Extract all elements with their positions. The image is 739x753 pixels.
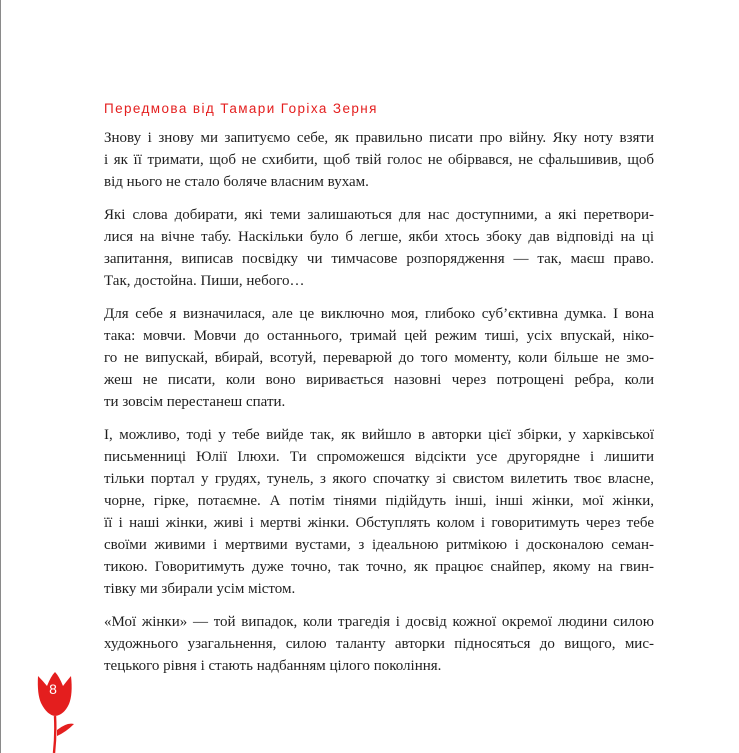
text-line: ти зовсім перестанеш спати.: [104, 394, 286, 410]
page-edge-line: [0, 0, 1, 753]
text-line: тівку ми збирали усім містом.: [104, 581, 296, 597]
paragraph-4: [104, 424, 654, 600]
page-number: 8: [49, 681, 57, 697]
text-line: І, можливо, тоді у тебе вийде так, як вийшло в авторки цієї збірки, у харківської: [104, 427, 654, 443]
paragraph-2: [104, 204, 654, 292]
text-line: го не випускай, вбирай, всотуй, переварюй до того моменту, коли більше не змо-: [104, 350, 654, 366]
text-line: чорне, гірке, потаємне. А потім тінями підійдуть інші, інші жінки, мої жінки,: [104, 493, 654, 509]
text-line: тільки портал у грудях, тунель, з якого спочатку зі свистом вилетить твоє власне,: [104, 471, 654, 487]
paragraph-1: [104, 127, 654, 193]
body-text: [104, 127, 654, 688]
text-line: письменниці Юлії Ілюхи. Ти спроможешся відсікти усе другорядне і лишити: [104, 449, 654, 465]
text-line: своїми живими і мертвими вустами, з ідеальною ритмікою і досконалою семан-: [104, 537, 654, 553]
text-line: жеш не писати, коли воно виривається назовні через потрощені ребра, коли: [104, 372, 654, 388]
text-line: тецького рівня і стають надбанням цілого покоління.: [104, 658, 442, 674]
section-heading: Передмова від Тамари Горіха Зерня: [104, 101, 378, 116]
text-line: її і наші жінки, живі і мертві жінки. Обступлять колом і говоритимуть через тебе: [104, 515, 654, 531]
text-line: художнього узагальнення, силою таланту авторки підносяться до вищого, мис-: [104, 636, 654, 652]
text-line: «Мої жінки» — той випадок, коли трагедія і досвід кожної окремої людини силою: [104, 614, 654, 630]
text-line: Так, достойна. Пиши, небого…: [104, 273, 305, 289]
text-line: Які слова добирати, які теми залишаються для нас доступними, а які перетвори-: [104, 207, 654, 223]
text-line: Для себе я визначилася, але це виключно моя, глибоко суб’єктивна думка. І вона: [104, 306, 654, 322]
text-line: така: мовчи. Мовчи до останнього, тримай цей режим тиші, усіх впускай, ніко-: [104, 328, 654, 344]
text-line: від нього не стало боляче власним вухам.: [104, 174, 369, 190]
text-line: тикою. Говоритимуть дуже точно, так точно, як працює снайпер, якому на гвин-: [104, 559, 654, 575]
text-line: Знову і знову ми запитуємо себе, як правильно писати про війну. Яку ноту взяти: [104, 130, 654, 146]
text-line: запитання, виписав посвідку чи тимчасове розпорядження — так, маєш право.: [104, 251, 654, 267]
text-line: лися на вічне табу. Наскільки було б легше, якби хтось збоку дав відповіді на ці: [104, 229, 654, 245]
text-line: і як її тримати, щоб не схибити, щоб твій голос не обірвався, не сфальшивив, щоб: [104, 152, 654, 168]
paragraph-5: [104, 611, 654, 677]
paragraph-3: [104, 303, 654, 413]
